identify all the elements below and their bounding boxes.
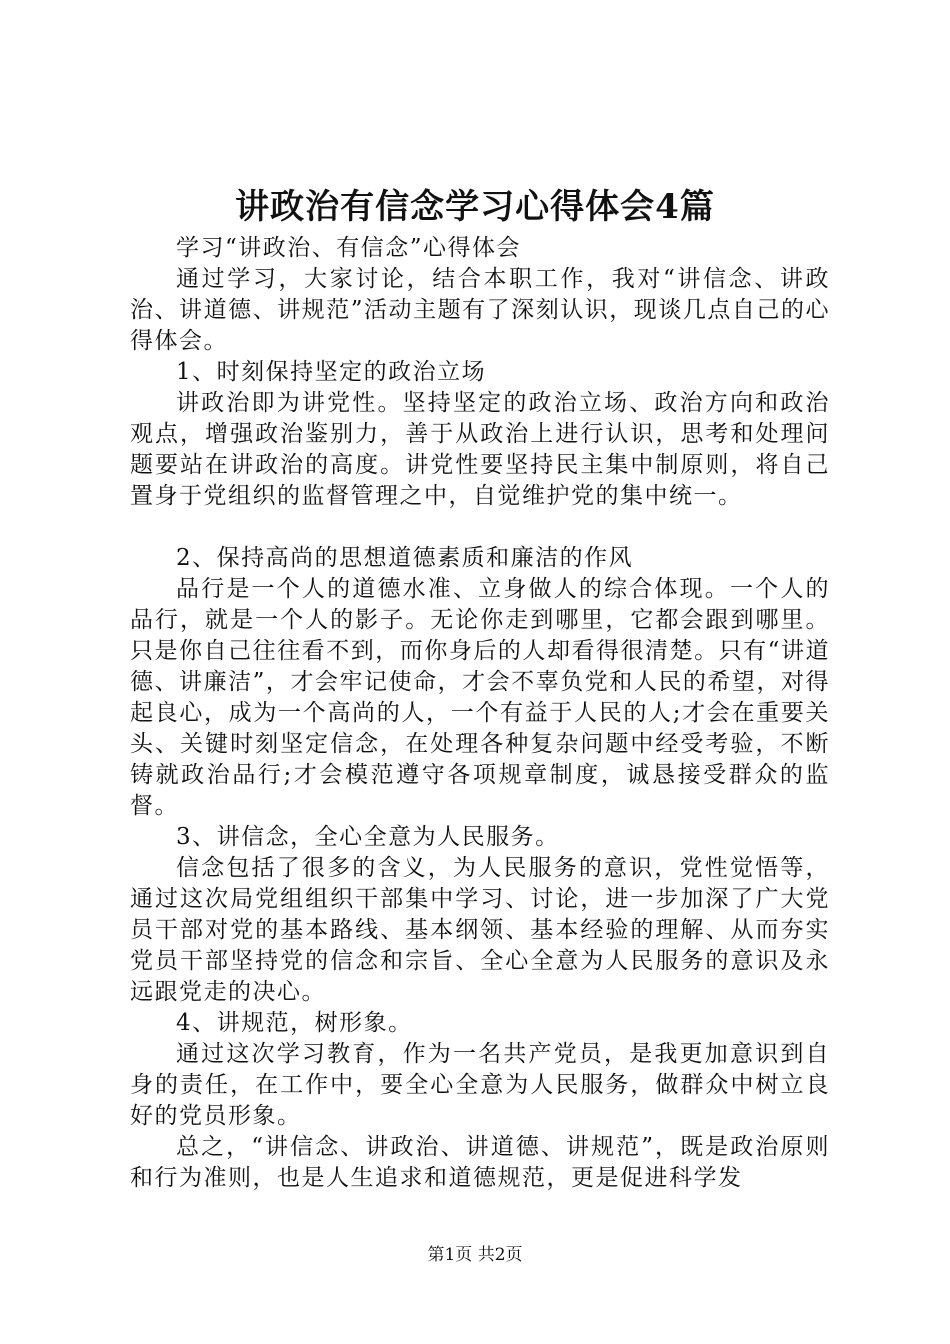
intro-paragraph: 通过学习，大家讨论，结合本职工作，我对“讲信念、讲政治、讲道德、讲规范”活动主题有了深刻认识，现谈几点自己的心得体会。 <box>130 266 830 354</box>
conclusion-paragraph: 总之，“讲信念、讲政治、讲道德、讲规范”，既是政治原则和行为准则，也是人生追求和道德规范，更是促进科学发 <box>130 1134 830 1191</box>
subtitle-paragraph: 学习“讲政治、有信念”心得体会 <box>176 235 522 261</box>
document-body <box>130 233 830 1194</box>
page-footer: 第1页 共2页 <box>427 1245 523 1265</box>
section-heading-4: 4、讲规范，树形象。 <box>176 1010 413 1036</box>
section-paragraph-1: 讲政治即为讲党性。坚持坚定的政治立场、政治方向和政治观点，增强政治鉴别力，善于从政治上进行认识，思考和处理问题要站在讲政治的高度。讲党性要坚持民主集中制原则，将自己置身于党组织的监督管理之中，自觉维护党的集中统一。 <box>130 390 830 509</box>
section-paragraph-4: 通过这次学习教育，作为一名共产党员，是我更加意识到自身的责任，在工作中，要全心全意为人民服务，做群众中树立良好的党员形象。 <box>130 1041 830 1129</box>
section-heading-3: 3、讲信念，全心全意为人民服务。 <box>176 824 560 850</box>
document-title: 讲政治有信念学习心得体会4篇 <box>235 187 715 227</box>
section-paragraph-2: 品行是一个人的道德水准、立身做人的综合体现。一个人的品行，就是一个人的影子。无论你走到哪里，它都会跟到哪里。只是你自己往往看不到，而你身后的人却看得很清楚。只有“讲道德、讲廉洁”，才会牢记使命，才会不辜负党和人民的希望，对得起良心，成为一个高尚的人，一个有益于人民的人;才会在重要关头、关键时刻坚定信念，在处理各种复杂问题中经受考验，不断铸就政治品行;才会模范遵守各项规章制度，诚恳接受群众的监督。 <box>130 576 830 819</box>
section-heading-1: 1、时刻保持坚定的政治立场 <box>176 359 487 385</box>
section-paragraph-3: 信念包括了很多的含义，为人民服务的意识，党性觉悟等，通过这次局党组组织干部集中学习、讨论，进一步加深了广大党员干部对党的基本路线、基本纲领、基本经验的理解、从而夯实党员干部坚持党的信念和宗旨、全心全意为人民服务的意识及永远跟党走的决心。 <box>130 855 830 1005</box>
section-heading-2: 2、保持高尚的思想道德素质和廉洁的作风 <box>176 545 634 571</box>
